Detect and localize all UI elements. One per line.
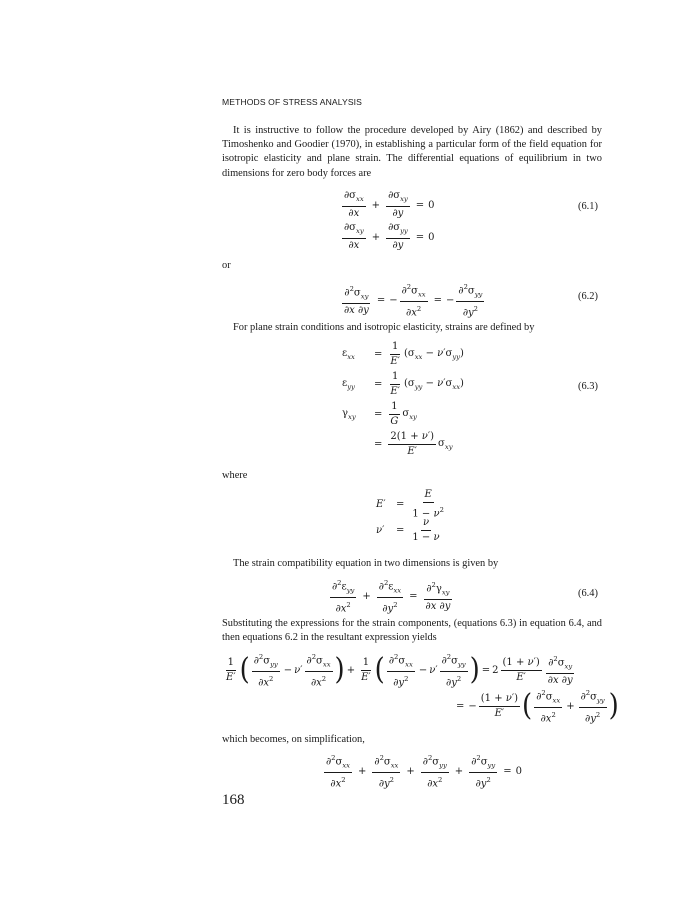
equation-number-6-3: (6.3) <box>578 381 598 392</box>
running-head: METHODS OF STRESS ANALYSIS <box>222 97 362 107</box>
equation-number-6-1: (6.1) <box>578 201 598 212</box>
definition-e-prime: E′ = $\frac{E}{1 - \nu^2}$ <box>376 489 444 520</box>
equation-6-3-gxy-alt: = $\frac{2(1 + \nu')}{E'}$ $\sigma_{xy}$ <box>374 431 453 457</box>
paragraph-substitution: Substituting the expressions for the strain components, (equations 6.3) in equation 6.4, and then equations 6.2 in the resultant expression yields <box>222 618 602 644</box>
paragraph-compatibility: The strain compatibility equation in two dimensions is given by <box>233 558 499 569</box>
paragraph-plane-strain: For plane strain conditions and isotropic elasticity, strains are defined by <box>233 322 535 333</box>
equation-6-3-gxy: $\gamma_{xy}$ = $\frac{1}{G}$ $\sigma_{xy}$ <box>342 401 417 427</box>
definition-nu-prime: ν′ = $\frac{\nu}{1 - \nu}$ <box>376 517 440 543</box>
connector-or: or <box>222 260 231 271</box>
equation-6-2: $\frac{\partial^2\sigma_{xy}}{\partial x \partial y}$ = − $\frac{\partial^2\sigma_{xx}}{\partial x^2}$ = − $\frac{\partial^2\sigma_{yy}}{\partial y^2}$ <box>344 283 483 319</box>
equation-6-1-line2: $\frac{\partial\sigma_{xy}}{\partial x}$ + $\frac{\partial\sigma_{yy}}{\partial y}$ = 0 <box>344 222 435 251</box>
equation-number-6-4: (6.4) <box>578 588 598 599</box>
equation-substituted-line2: = − $\frac{(1 + \nu')}{E'}$ ( $\frac{\partial^2\sigma_{xx}}{\partial x^2}$ + $\frac{\partial^2\sigma_{yy}}{\partial y^2}$ ) <box>456 689 619 725</box>
equation-number-6-2: (6.2) <box>578 291 598 302</box>
equation-final: $\frac{\partial^2\sigma_{xx}}{\partial x^2}$ + $\frac{\partial^2\sigma_{xx}}{\partial y^2}$ + $\frac{\partial^2\sigma_{yy}}{\partial x^2}$ + $\frac{\partial^2\sigma_{yy}}{\partial y^2}$ = 0 <box>326 754 522 790</box>
page-number: 168 <box>222 792 245 808</box>
paragraph-simplification: which becomes, on simplification, <box>222 734 365 745</box>
equation-6-3-eyy: $\varepsilon_{yy}$ = $\frac{1}{E'}$ $(\sigma_{yy} - \nu'\sigma_{xx})$ <box>342 371 464 397</box>
connector-where: where <box>222 470 248 481</box>
equation-6-4: $\frac{\partial^2\varepsilon_{yy}}{\partial x^2}$ + $\frac{\partial^2\varepsilon_{xx}}{\partial y^2}$ = $\frac{\partial^2\gamma_{xy}}{\partial x \partial y}$ <box>332 579 451 615</box>
paragraph-intro: It is instructive to follow the procedure developed by Airy (1862) and described by Timoshenko and Goodier (1970), in establishing a particular form of the field equation for isotropic elasticity and plane strain. The differential equations of equilibrium in two dimensions for zero body forces are <box>222 125 602 179</box>
equation-6-3-exx: $\varepsilon_{xx}$ = $\frac{1}{E'}$ $(\sigma_{xx} - \nu'\sigma_{yy})$ <box>342 341 464 367</box>
equation-6-1-line1: $\frac{\partial\sigma_{xx}}{\partial x}$ + $\frac{\partial\sigma_{xy}}{\partial y}$ = 0 <box>344 190 435 219</box>
equation-substituted-line1: $\frac{1}{E'}$ ( $\frac{\partial^2\sigma_{yy}}{\partial x^2}$ − ν′ $\frac{\partial^2\sigma_{xx}}{\partial x^2}$ ) + $\frac{1}{E'}$ ( $\frac{\partial^2\sigma_{xx}}{\partial y^2}$ − ν′ $\frac{\partial^2\sigma_{yy}}{\partial y^2}$ ) = 2 $\frac{(1 + \nu')}{E'}$ $\frac{\partial^2\sigma_{xy}}{\partial x \partial y}$ <box>226 653 573 689</box>
